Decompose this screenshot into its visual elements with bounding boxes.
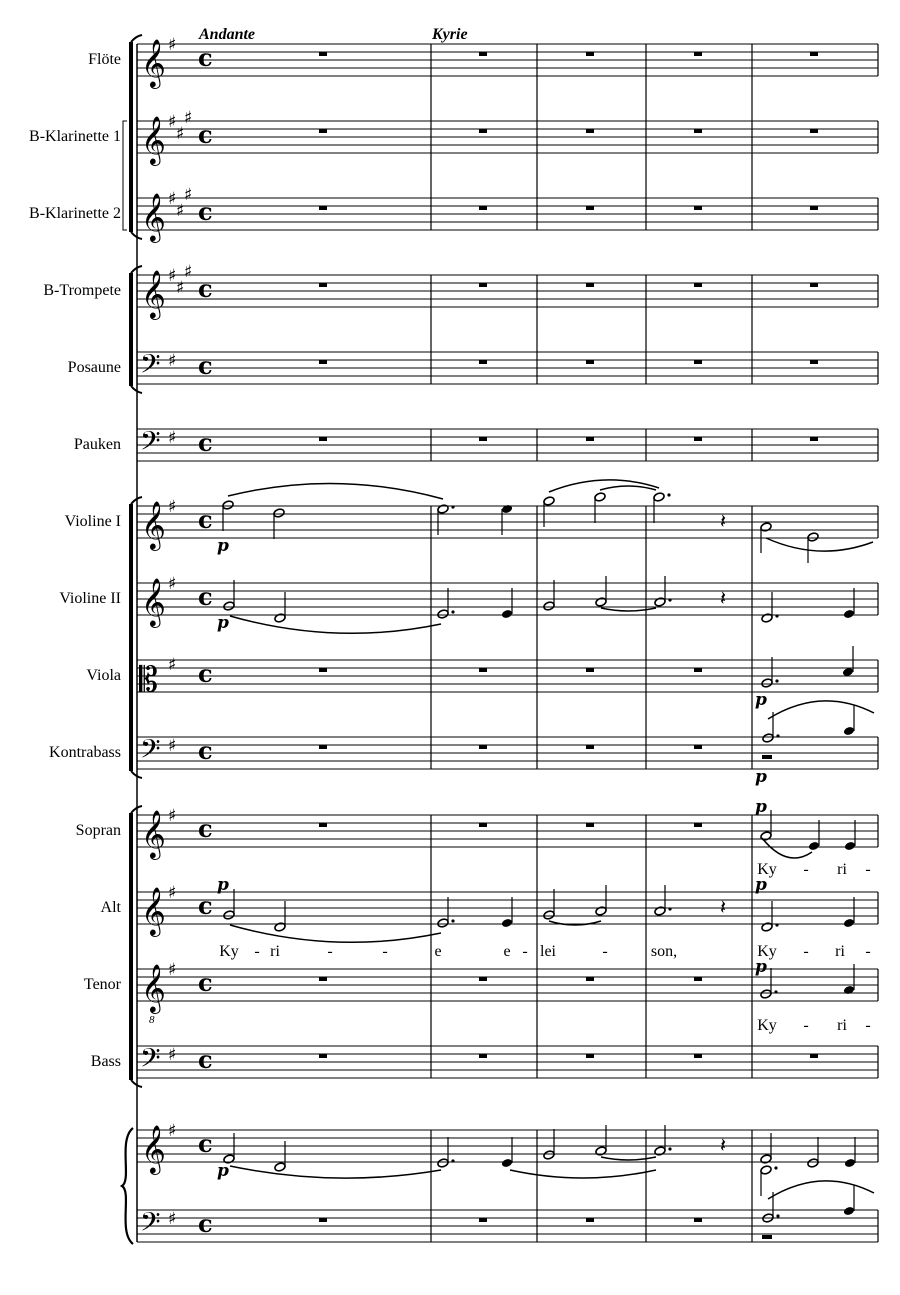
note-dot <box>668 598 671 601</box>
alto-clef-icon: 𝄡 <box>139 660 158 700</box>
octave-mark: 8 <box>149 1014 155 1026</box>
dynamic-piano: p <box>217 536 229 556</box>
half-note <box>761 678 773 688</box>
half-note <box>223 910 235 920</box>
instrument-name: Sopran <box>75 822 121 839</box>
sharp-icon: ♯ <box>168 883 177 903</box>
tempo-marking: Andante <box>199 26 256 43</box>
whole-rest <box>319 437 327 441</box>
section-title: Kyrie <box>432 26 468 43</box>
instrument-name: B-Klarinette 2 <box>29 205 121 222</box>
whole-rest <box>586 360 594 364</box>
staff-lines <box>137 44 878 1242</box>
slur <box>768 1181 874 1199</box>
half-note <box>654 906 666 916</box>
treble-clef-icon: 𝄞 <box>141 577 166 626</box>
lyric-syllable: Ky <box>757 1017 777 1034</box>
quarter-note <box>843 918 855 928</box>
note-dot <box>776 734 779 737</box>
whole-rest <box>694 52 702 56</box>
whole-rest <box>319 129 327 133</box>
treble-clef-icon: 𝄞 <box>141 38 166 87</box>
instrument-name: Pauken <box>73 436 121 453</box>
time-signature: c <box>198 582 213 611</box>
whole-rest <box>694 437 702 441</box>
half-rest <box>762 1235 772 1239</box>
whole-rest <box>810 1054 818 1058</box>
note-dot <box>774 1166 777 1169</box>
half-note <box>594 492 606 502</box>
lyric-syllable: Ky <box>219 943 239 960</box>
sharp-icon: ♯ <box>168 655 177 675</box>
instrument-names <box>29 51 122 1070</box>
sharp-icon: ♯ <box>168 806 177 826</box>
lyrics <box>219 861 870 1034</box>
half-note <box>543 496 555 506</box>
quarter-rest-icon: 𝄽 <box>720 586 727 610</box>
whole-rest <box>319 1054 327 1058</box>
whole-rest <box>479 1054 487 1058</box>
quarter-note <box>501 918 513 928</box>
slur <box>230 925 441 942</box>
clefs-and-keys <box>139 35 213 1244</box>
half-note <box>807 1158 819 1168</box>
note-dot <box>776 1214 779 1217</box>
sharp-icon: ♯ <box>176 278 185 298</box>
system-brackets <box>122 35 142 1244</box>
instrument-name: Violine II <box>59 590 121 607</box>
instrument-name: B-Klarinette 1 <box>29 128 121 145</box>
instrument-name: Posaune <box>67 359 121 376</box>
treble-clef-icon: 𝄞 <box>141 963 166 1012</box>
note-dot <box>667 493 670 496</box>
treble-clef-icon: 𝄞 <box>141 886 166 935</box>
lyric-syllable: ri <box>837 861 847 878</box>
treble-clef-icon: 𝄞 <box>141 1124 166 1173</box>
sharp-icon: ♯ <box>176 124 185 144</box>
lyric-syllable: e <box>503 943 511 960</box>
quarter-rest-icon: 𝄽 <box>720 1133 727 1157</box>
whole-rest <box>694 745 702 749</box>
sharp-icon: ♯ <box>168 428 177 448</box>
whole-rest <box>479 206 487 210</box>
lyric-syllable: - <box>602 943 608 960</box>
half-note <box>595 1146 607 1156</box>
time-signature: c <box>198 659 213 688</box>
quarter-note <box>808 841 820 851</box>
dynamic-piano: p <box>755 957 767 977</box>
slur <box>601 608 656 611</box>
half-note <box>543 1150 555 1160</box>
whole-rest <box>694 1054 702 1058</box>
sharp-icon: ♯ <box>184 185 193 205</box>
half-note <box>437 918 449 928</box>
sharp-icon: ♯ <box>168 960 177 980</box>
half-note <box>543 601 555 611</box>
half-rest <box>762 755 772 759</box>
slur <box>601 1157 656 1160</box>
instrument-name: Flöte <box>88 51 121 68</box>
half-note <box>760 831 772 841</box>
note-dot <box>775 679 778 682</box>
whole-rest <box>694 206 702 210</box>
whole-rest <box>694 129 702 133</box>
whole-rest <box>586 283 594 287</box>
half-note <box>760 1154 772 1164</box>
instrument-name: Bass <box>90 1053 121 1070</box>
instrument-name: B-Trompete <box>43 282 121 299</box>
sharp-icon: ♯ <box>168 35 177 55</box>
whole-rest <box>586 52 594 56</box>
sharp-icon: ♯ <box>168 1045 177 1065</box>
whole-rest <box>586 206 594 210</box>
whole-rest <box>586 977 594 981</box>
half-note <box>222 500 234 510</box>
lyric-syllable: - <box>865 861 871 878</box>
whole-rest <box>319 360 327 364</box>
group-bracket <box>129 273 133 386</box>
whole-rest <box>319 52 327 56</box>
lyric-syllable: - <box>522 943 528 960</box>
whole-rest <box>694 360 702 364</box>
half-note <box>595 597 607 607</box>
whole-rest <box>319 283 327 287</box>
whole-rest <box>319 977 327 981</box>
whole-rest <box>319 745 327 749</box>
lyric-syllable: ri <box>270 943 280 960</box>
quarter-note <box>501 1158 513 1168</box>
bass-clef-icon: 𝄢 <box>140 733 161 771</box>
quarter-note <box>843 1206 855 1216</box>
time-signature: c <box>198 428 213 457</box>
time-signature: c <box>198 43 213 72</box>
slur <box>768 701 874 719</box>
time-signature: c <box>198 351 213 380</box>
sharp-icon: ♯ <box>168 266 177 286</box>
lyric-syllable: - <box>803 861 809 878</box>
whole-rest <box>694 1218 702 1222</box>
quarter-note <box>501 504 513 514</box>
sharp-icon: ♯ <box>176 201 185 221</box>
treble-clef-icon: 𝄞 <box>141 192 166 241</box>
quarter-note <box>844 841 856 851</box>
treble-clef-icon: 𝄞 <box>141 115 166 164</box>
note-dot <box>774 990 777 993</box>
whole-rest <box>479 360 487 364</box>
whole-rest <box>694 668 702 672</box>
half-note <box>760 522 772 532</box>
dynamic-piano: p <box>755 797 767 817</box>
dynamic-piano: p <box>217 1161 229 1181</box>
quarter-rest-icon: 𝄽 <box>720 895 727 919</box>
whole-rest <box>810 437 818 441</box>
slur <box>228 483 443 499</box>
group-bracket <box>129 504 133 771</box>
lyric-syllable: - <box>865 1017 871 1034</box>
whole-rest <box>586 1218 594 1222</box>
slur <box>766 538 873 551</box>
whole-rest <box>810 129 818 133</box>
slur <box>510 1170 656 1178</box>
quarter-note <box>844 1158 856 1168</box>
half-note <box>807 532 819 542</box>
whole-rest <box>586 823 594 827</box>
whole-rest <box>810 206 818 210</box>
quarter-note <box>501 609 513 619</box>
half-note <box>543 910 555 920</box>
lyric-syllable: - <box>382 943 388 960</box>
whole-rest <box>319 206 327 210</box>
sharp-icon: ♯ <box>168 497 177 517</box>
time-signature: c <box>198 197 213 226</box>
lyric-syllable: Ky <box>757 943 777 960</box>
piano-brace <box>122 1128 133 1244</box>
treble-clef-icon: 𝄞 <box>141 500 166 549</box>
half-note <box>437 504 449 514</box>
half-note <box>595 906 607 916</box>
time-signature: c <box>198 891 213 920</box>
sub-bracket <box>123 121 127 230</box>
half-note <box>273 508 285 518</box>
note-dot <box>668 1147 671 1150</box>
whole-rest <box>479 129 487 133</box>
whole-rest <box>319 1218 327 1222</box>
score-marks <box>198 26 468 43</box>
time-signature: c <box>198 274 213 303</box>
lyric-syllable: - <box>327 943 333 960</box>
half-note <box>762 733 774 743</box>
half-note <box>654 597 666 607</box>
time-signature: c <box>198 120 213 149</box>
sharp-icon: ♯ <box>184 262 193 282</box>
notes <box>222 480 874 1239</box>
slur <box>230 616 441 633</box>
time-signature: c <box>198 1045 213 1074</box>
whole-rest <box>479 283 487 287</box>
sharp-icon: ♯ <box>184 108 193 128</box>
dynamic-piano: p <box>217 613 229 633</box>
whole-rest <box>694 823 702 827</box>
half-note <box>761 922 773 932</box>
whole-rest <box>694 283 702 287</box>
dynamic-piano: p <box>217 875 229 895</box>
dynamic-piano: p <box>755 690 767 710</box>
time-signature: c <box>198 1129 213 1158</box>
note-dot <box>451 610 454 613</box>
lyric-syllable: Ky <box>757 861 777 878</box>
whole-rest <box>479 745 487 749</box>
note-dot <box>451 505 454 508</box>
sharp-icon: ♯ <box>168 189 177 209</box>
bass-clef-icon: 𝄢 <box>140 1206 161 1244</box>
half-note <box>223 601 235 611</box>
whole-rest <box>479 977 487 981</box>
time-signature: c <box>198 968 213 997</box>
bass-clef-icon: 𝄢 <box>140 348 161 386</box>
half-note <box>274 922 286 932</box>
whole-rest <box>586 437 594 441</box>
time-signature: c <box>198 1209 213 1238</box>
half-note <box>437 609 449 619</box>
note-dot <box>668 907 671 910</box>
quarter-note <box>843 609 855 619</box>
dynamic-piano: p <box>755 875 767 895</box>
quarter-note <box>843 985 855 995</box>
lyric-syllable: son, <box>650 943 678 960</box>
half-note <box>654 1146 666 1156</box>
time-signature: c <box>198 505 213 534</box>
whole-rest <box>810 283 818 287</box>
lyric-syllable: ri <box>837 1017 847 1034</box>
time-signature: c <box>198 814 213 843</box>
whole-rest <box>586 1054 594 1058</box>
instrument-name: Alt <box>100 899 121 916</box>
instrument-name: Violine I <box>64 513 121 530</box>
half-note <box>760 989 772 999</box>
whole-rest <box>479 52 487 56</box>
bass-clef-icon: 𝄢 <box>140 425 161 463</box>
whole-rest <box>319 668 327 672</box>
lyric-syllable: - <box>254 943 260 960</box>
sharp-icon: ♯ <box>168 112 177 132</box>
lyric-syllable: - <box>865 943 871 960</box>
lyric-syllable: - <box>803 1017 809 1034</box>
whole-rest <box>479 823 487 827</box>
quarter-rest-icon: 𝄽 <box>720 509 727 533</box>
lyric-syllable: lei <box>540 943 556 960</box>
half-note <box>437 1158 449 1168</box>
whole-rest <box>586 745 594 749</box>
note-dot <box>775 614 778 617</box>
lyric-syllable: - <box>803 943 809 960</box>
instrument-name: Tenor <box>83 976 121 993</box>
whole-rest <box>694 977 702 981</box>
treble-clef-icon: 𝄞 <box>141 269 166 318</box>
whole-rest <box>810 360 818 364</box>
whole-rest <box>586 129 594 133</box>
whole-rest <box>319 823 327 827</box>
treble-clef-icon: 𝄞 <box>141 809 166 858</box>
sharp-icon: ♯ <box>168 574 177 594</box>
sharp-icon: ♯ <box>168 736 177 756</box>
dynamic-piano: p <box>755 767 767 787</box>
dynamics <box>217 536 767 1181</box>
note-dot <box>775 923 778 926</box>
whole-rest <box>810 52 818 56</box>
whole-rest <box>479 668 487 672</box>
half-note <box>760 1165 772 1175</box>
note-dot <box>451 919 454 922</box>
sharp-icon: ♯ <box>168 351 177 371</box>
sharp-icon: ♯ <box>168 1121 177 1141</box>
slur <box>549 480 659 492</box>
time-signature: c <box>198 736 213 765</box>
slur <box>762 838 812 858</box>
instrument-name: Kontrabass <box>49 744 121 761</box>
instrument-name: Viola <box>86 667 121 684</box>
sharp-icon: ♯ <box>168 1209 177 1229</box>
half-note <box>653 492 665 502</box>
half-note <box>761 613 773 623</box>
note-dot <box>451 1159 454 1162</box>
whole-rest <box>479 1218 487 1222</box>
slur <box>230 1166 441 1178</box>
quarter-note <box>843 726 855 736</box>
whole-rest <box>586 668 594 672</box>
half-note <box>274 1162 286 1172</box>
half-note <box>274 613 286 623</box>
lyric-syllable: ri <box>835 943 845 960</box>
lyric-syllable: e <box>434 943 442 960</box>
group-bracket <box>129 813 133 1080</box>
slur <box>600 486 656 490</box>
group-bracket <box>129 42 133 232</box>
bass-clef-icon: 𝄢 <box>140 1042 161 1080</box>
whole-rest <box>479 437 487 441</box>
